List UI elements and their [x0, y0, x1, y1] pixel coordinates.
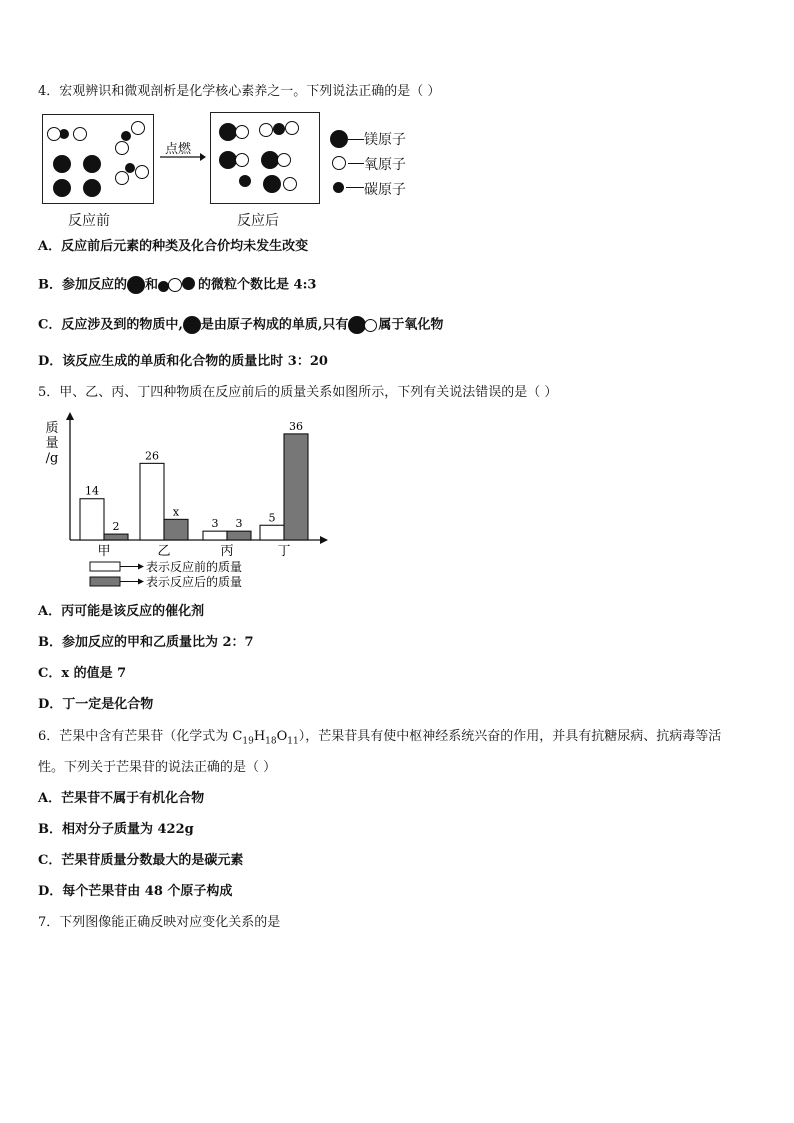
q6-stem-suffix: ），芒果苷具有使中枢神经系统兴奋的作用，并具有抗糖尿病、抗病毒等活: [298, 729, 722, 744]
option-b-prefix: B．参加反应的: [38, 277, 127, 293]
q6-option-b: B．相对分子质量为 422g: [38, 822, 194, 837]
bar: [284, 434, 308, 540]
carbon-atom: [273, 123, 285, 135]
after-box: [210, 112, 320, 204]
co2-molecule-icon: [158, 277, 198, 293]
oxygen-atom: [259, 123, 273, 137]
before-label: 反应前: [68, 213, 110, 229]
q6-formula-sub-c: 19: [242, 736, 254, 747]
q6-formula-o: O: [276, 729, 288, 744]
q4-option-b: [38, 276, 316, 295]
q5-option-d: D．丁一定是化合物: [38, 697, 154, 712]
x-tick-label: 乙: [157, 544, 171, 559]
oxygen-atom: [285, 121, 299, 135]
magnesium-atom: [53, 155, 71, 173]
x-axis-arrow: [320, 536, 328, 544]
y-axis-arrow: [66, 412, 74, 420]
magnesium-atom: [83, 155, 101, 173]
after-label: 反应后: [237, 213, 279, 229]
q4-option-a: A．反应前后元素的种类及化合价均未发生改变: [38, 239, 309, 254]
carbon-atom: [125, 163, 135, 173]
q6-formula-sub-h: 18: [265, 736, 277, 747]
arrow-label: 点燃: [165, 142, 192, 157]
option-b-suffix: 的微粒个数比是 4:3: [198, 277, 317, 293]
legend-carbon-label: 碳原子: [364, 182, 406, 198]
magnesium-atom: [53, 179, 71, 197]
option-b-and: 和: [145, 277, 159, 293]
data-label: x: [172, 505, 180, 519]
bar: [164, 519, 188, 540]
legend-arrow-head: [138, 564, 144, 570]
legend-oxygen-icon: [332, 156, 346, 170]
x-tick-label: 丁: [277, 544, 291, 559]
oxygen-atom: [115, 141, 129, 155]
q5-option-a: A．丙可能是该反应的催化剂: [38, 604, 205, 619]
oxygen-atom: [277, 153, 291, 167]
legend-swatch: [90, 577, 120, 586]
q6-option-a: A．芒果苷不属于有机化合物: [38, 791, 205, 806]
q6-formula-h: H: [253, 729, 266, 744]
legend-carbon-icon: [333, 182, 344, 193]
q5-option-b: B．参加反应的甲和乙质量比为 2：7: [38, 635, 254, 650]
magnesium-atom-icon: [127, 276, 145, 294]
oxygen-atom: [47, 127, 61, 141]
magnesium-atom-icon: [183, 316, 201, 334]
q4-option-c: [38, 316, 443, 335]
q7-stem: 7．下列图像能正确反映对应变化关系的是: [38, 915, 281, 930]
carbon-atom: [239, 175, 251, 187]
data-label: 2: [112, 520, 120, 534]
bar: [80, 499, 104, 540]
data-label: 14: [85, 484, 99, 498]
x-tick-label: 甲: [97, 544, 111, 559]
oxygen-atom: [235, 125, 249, 139]
data-label: 26: [145, 449, 159, 463]
legend-arrow-head: [138, 579, 144, 585]
bar: [260, 525, 284, 540]
x-tick-label: 丙: [220, 544, 234, 559]
option-c-suffix: 属于氧化物: [378, 317, 444, 333]
legend-label: 表示反应后的质量: [146, 575, 243, 589]
data-label: 3: [235, 517, 243, 531]
option-c-mid: 是由原子构成的单质,只有: [200, 317, 349, 333]
q6-stem-line2: 性。下列关于芒果苷的说法正确的是（ ）: [38, 760, 277, 775]
q5-stem: 5．甲、乙、丙、丁四种物质在反应前后的质量关系如图所示，下列有关说法错误的是（ ）: [38, 385, 558, 400]
magnesium-atom: [83, 179, 101, 197]
bar: [227, 531, 251, 540]
data-label: 5: [268, 511, 276, 525]
before-box: [42, 114, 154, 204]
mass-bar-chart: [38, 410, 338, 595]
oxygen-atom: [115, 171, 129, 185]
magnesium-atom: [263, 175, 281, 193]
data-label: 36: [289, 419, 303, 433]
q6-stem-line1: [38, 728, 721, 751]
legend-magnesium-label: 镁原子: [364, 132, 406, 148]
oxygen-atom: [73, 127, 87, 141]
data-label: 3: [211, 517, 219, 531]
legend-label: 表示反应前的质量: [146, 560, 243, 574]
q6-formula-sub-o: 11: [287, 736, 299, 747]
oxygen-atom: [135, 165, 149, 179]
legend-oxygen-label: 氧原子: [364, 157, 406, 173]
legend-magnesium-icon: [330, 130, 348, 148]
carbon-atom: [121, 131, 131, 141]
bar: [104, 534, 128, 540]
q4-option-d: D．该反应生成的单质和化合物的质量比时 3：20: [38, 354, 328, 369]
oxygen-atom: [283, 177, 297, 191]
q6-stem-prefix: 6．芒果中含有芒果苷（化学式为 C: [38, 729, 243, 744]
q4-stem: 4．宏观辨识和微观剖析是化学核心素养之一。下列说法正确的是（ ）: [38, 84, 441, 99]
legend-swatch: [90, 562, 120, 571]
q6-option-c: C．芒果苷质量分数最大的是碳元素: [38, 853, 244, 868]
mgo-molecule-icon: [348, 316, 378, 334]
bar: [140, 463, 164, 540]
q6-option-d: D．每个芒果苷由 48 个原子构成: [38, 884, 233, 899]
y-axis-label: 质量/g: [45, 421, 59, 466]
bar: [203, 531, 227, 540]
q5-option-c: C．x 的值是 7: [38, 666, 127, 681]
oxygen-atom: [131, 121, 145, 135]
option-c-prefix: C．反应涉及到的物质中,: [38, 317, 183, 333]
oxygen-atom: [235, 153, 249, 167]
